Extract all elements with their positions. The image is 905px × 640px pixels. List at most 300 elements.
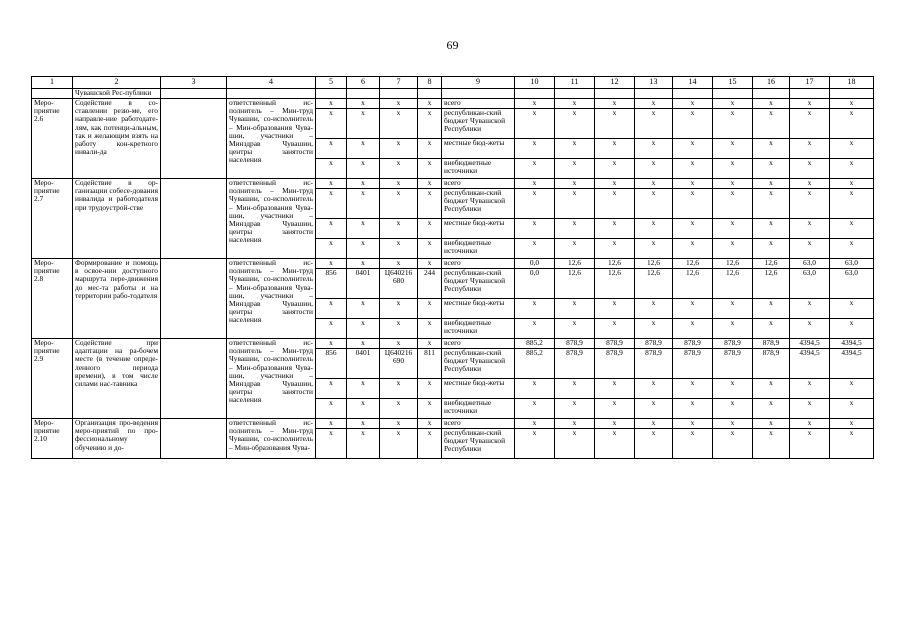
value-cell: x	[830, 299, 874, 319]
value-cell: 4394,5	[830, 349, 874, 379]
column-number: 8	[418, 77, 442, 89]
value-cell: x	[790, 109, 830, 139]
value-cell: x	[753, 429, 790, 459]
column-number: 16	[753, 77, 790, 89]
table-row	[32, 259, 874, 269]
event-name: Организация про-ведения меро-приятий по про-фессиональному обучению и до-	[73, 419, 161, 459]
funding-source: местные бюд-жеты	[442, 379, 515, 399]
value-cell: 885,2	[515, 349, 555, 379]
value-cell: x	[555, 299, 595, 319]
cell-c7: x	[380, 159, 418, 179]
value-cell: x	[830, 99, 874, 109]
cell-c5: x	[316, 189, 347, 219]
cell-c8: x	[418, 239, 442, 259]
column-number: 18	[830, 77, 874, 89]
cell-c5: x	[316, 139, 347, 159]
cell-c6: x	[347, 239, 380, 259]
event-code: Меро-приятие 2.7	[32, 179, 73, 259]
funding-source: всего	[442, 259, 515, 269]
value-cell: x	[830, 239, 874, 259]
cell-c7: x	[380, 299, 418, 319]
value-cell: x	[790, 139, 830, 159]
value-cell: x	[830, 179, 874, 189]
value-cell: x	[753, 219, 790, 239]
value-cell: x	[790, 399, 830, 419]
value-cell: x	[753, 299, 790, 319]
value-cell: 12,6	[555, 259, 595, 269]
event-name: Содействие при адаптации на ра-бочем месте (в течение опреде-ленного периода времени), в том числе силами нас-тавника	[73, 339, 161, 419]
value-cell: x	[713, 139, 753, 159]
value-cell: x	[515, 159, 555, 179]
event-executor: ответственный ис-полнитель – Мин-труд Чувашии, со-исполнитель – Мин-образования Чува-шии, участники – Минздрав Чувашии, центры занятости населения	[227, 99, 316, 179]
funding-source: всего	[442, 179, 515, 189]
value-cell: x	[753, 379, 790, 399]
value-cell: x	[673, 239, 713, 259]
cell-c6: x	[347, 339, 380, 349]
cell-c8: x	[418, 429, 442, 459]
value-cell: x	[515, 99, 555, 109]
cell-c7: x	[380, 379, 418, 399]
cell-c5: x	[316, 159, 347, 179]
continuation-row	[32, 89, 874, 99]
value-cell: 878,9	[713, 349, 753, 379]
value-cell: x	[713, 219, 753, 239]
funding-source: республикан-ский бюджет Чувашской Республики	[442, 269, 515, 299]
cell-c5: x	[316, 219, 347, 239]
value-cell: 878,9	[673, 349, 713, 379]
value-cell: x	[635, 319, 673, 339]
value-cell: x	[515, 399, 555, 419]
cell-c7: x	[380, 139, 418, 159]
cell	[161, 259, 227, 339]
cell-c5: x	[316, 179, 347, 189]
value-cell: x	[713, 179, 753, 189]
cell	[380, 89, 418, 99]
cell	[673, 89, 713, 99]
cell-c5: 856	[316, 349, 347, 379]
column-number: 10	[515, 77, 555, 89]
cell-c7: x	[380, 99, 418, 109]
value-cell: x	[673, 419, 713, 429]
value-cell: x	[830, 139, 874, 159]
cell-c6: 0401	[347, 349, 380, 379]
cell-c7: x	[380, 189, 418, 219]
cell-c8: x	[418, 189, 442, 219]
value-cell: 63,0	[790, 259, 830, 269]
value-cell: x	[635, 159, 673, 179]
column-number: 5	[316, 77, 347, 89]
value-cell: x	[673, 109, 713, 139]
event-code: Меро-приятие 2.8	[32, 259, 73, 339]
cell-c5: x	[316, 379, 347, 399]
column-number: 14	[673, 77, 713, 89]
value-cell: x	[555, 109, 595, 139]
value-cell: x	[790, 429, 830, 459]
table-row	[32, 339, 874, 349]
value-cell: x	[753, 399, 790, 419]
cell	[161, 419, 227, 459]
column-number: 17	[790, 77, 830, 89]
cell	[316, 89, 347, 99]
value-cell: 0,0	[515, 269, 555, 299]
event-executor: ответственный ис-полнитель – Мин-труд Чувашии, со-исполнитель – Мин-образования Чува-шии, участники – Минздрав Чувашии, центры занятости населения	[227, 259, 316, 339]
cell	[418, 89, 442, 99]
value-cell: x	[790, 179, 830, 189]
cell-c6: x	[347, 179, 380, 189]
value-cell: x	[753, 189, 790, 219]
event-name: Формирование и помощь в освое-нии доступного маршрута пере-движения до мес-та работы и на территории рабо-тодателя	[73, 259, 161, 339]
value-cell: x	[713, 99, 753, 109]
value-cell: x	[790, 419, 830, 429]
cell-c6: x	[347, 109, 380, 139]
value-cell: x	[635, 99, 673, 109]
value-cell: x	[595, 159, 635, 179]
cell-c8: x	[418, 379, 442, 399]
cell-c6: x	[347, 159, 380, 179]
value-cell: 878,9	[595, 349, 635, 379]
cell-c8: x	[418, 419, 442, 429]
value-cell: x	[595, 299, 635, 319]
value-cell: 4394,5	[790, 349, 830, 379]
cell	[161, 179, 227, 259]
column-number: 15	[713, 77, 753, 89]
event-code: Меро-приятие 2.6	[32, 99, 73, 179]
cell-c8: 811	[418, 349, 442, 379]
value-cell: x	[595, 189, 635, 219]
value-cell: 12,6	[753, 269, 790, 299]
value-cell: x	[830, 419, 874, 429]
table-body	[32, 77, 874, 459]
value-cell: x	[555, 179, 595, 189]
cell-c7: Ц640216 680	[380, 269, 418, 299]
value-cell: x	[515, 139, 555, 159]
cell-c5: x	[316, 419, 347, 429]
table-row	[32, 419, 874, 429]
value-cell: x	[595, 139, 635, 159]
value-cell: x	[830, 109, 874, 139]
value-cell: x	[830, 429, 874, 459]
value-cell: x	[515, 319, 555, 339]
cell-c6: 0401	[347, 269, 380, 299]
funding-source: местные бюд-жеты	[442, 299, 515, 319]
value-cell: x	[635, 299, 673, 319]
value-cell: x	[753, 179, 790, 189]
value-cell: x	[753, 99, 790, 109]
cell	[635, 89, 673, 99]
value-cell: x	[830, 219, 874, 239]
funding-source: республикан-ский бюджет Чувашской Республики	[442, 109, 515, 139]
value-cell: x	[515, 239, 555, 259]
cell-c6: x	[347, 219, 380, 239]
column-number-row	[32, 77, 874, 89]
cell-c8: x	[418, 319, 442, 339]
value-cell: x	[673, 429, 713, 459]
cell-c6: x	[347, 259, 380, 269]
cell-c7: x	[380, 429, 418, 459]
value-cell: x	[555, 399, 595, 419]
value-cell: x	[830, 379, 874, 399]
funding-source: всего	[442, 339, 515, 349]
value-cell: x	[713, 399, 753, 419]
value-cell: x	[713, 189, 753, 219]
value-cell: x	[595, 219, 635, 239]
cell	[790, 89, 830, 99]
value-cell: 878,9	[713, 339, 753, 349]
value-cell: x	[555, 219, 595, 239]
cell-c8: x	[418, 159, 442, 179]
page-number: 69	[446, 38, 459, 52]
value-cell: x	[635, 239, 673, 259]
value-cell: x	[673, 159, 713, 179]
value-cell: x	[790, 99, 830, 109]
value-cell: x	[753, 239, 790, 259]
event-executor: ответственный ис-полнитель – Мин-труд Чувашии, со-исполнитель – Мин-образования Чува-	[227, 419, 316, 459]
value-cell: 878,9	[595, 339, 635, 349]
value-cell: x	[635, 379, 673, 399]
value-cell: x	[635, 219, 673, 239]
cell-c6: x	[347, 299, 380, 319]
funding-source: внебюджетные источники	[442, 239, 515, 259]
value-cell: x	[515, 109, 555, 139]
cell-c6: x	[347, 319, 380, 339]
value-cell: x	[515, 179, 555, 189]
cell-c7: x	[380, 339, 418, 349]
value-cell: 12,6	[713, 259, 753, 269]
cell-c8: x	[418, 139, 442, 159]
value-cell: 12,6	[595, 269, 635, 299]
cell-c7: Ц640216 690	[380, 349, 418, 379]
funding-source: всего	[442, 99, 515, 109]
value-cell: 878,9	[555, 339, 595, 349]
cell	[515, 89, 555, 99]
value-cell: x	[713, 419, 753, 429]
value-cell: x	[673, 219, 713, 239]
cell-c7: x	[380, 419, 418, 429]
value-cell: 878,9	[673, 339, 713, 349]
budget-table	[31, 76, 874, 459]
value-cell: x	[673, 139, 713, 159]
cell	[830, 89, 874, 99]
value-cell: 878,9	[635, 349, 673, 379]
value-cell: x	[595, 419, 635, 429]
value-cell: x	[635, 179, 673, 189]
cell-c6: x	[347, 139, 380, 159]
value-cell: x	[830, 399, 874, 419]
event-executor: ответственный ис-полнитель – Мин-труд Чувашии, со-исполнитель – Мин-образования Чува-шии, участники – Минздрав Чувашии, центры занятости населения	[227, 339, 316, 419]
value-cell: x	[790, 299, 830, 319]
funding-source: республикан-ский бюджет Чувашской Республики	[442, 429, 515, 459]
cell-c6: x	[347, 399, 380, 419]
cell-c5: x	[316, 99, 347, 109]
value-cell: x	[830, 319, 874, 339]
cell	[227, 89, 316, 99]
value-cell: x	[555, 419, 595, 429]
cell	[555, 89, 595, 99]
value-cell: 63,0	[830, 259, 874, 269]
cell-c7: x	[380, 109, 418, 139]
value-cell: 878,9	[753, 339, 790, 349]
value-cell: x	[635, 399, 673, 419]
value-cell: x	[635, 189, 673, 219]
cell	[595, 89, 635, 99]
value-cell: 12,6	[635, 259, 673, 269]
value-cell: x	[753, 319, 790, 339]
cell-c8: x	[418, 339, 442, 349]
value-cell: x	[713, 109, 753, 139]
value-cell: 885,2	[515, 339, 555, 349]
value-cell: x	[830, 189, 874, 219]
value-cell: x	[790, 239, 830, 259]
value-cell: x	[753, 139, 790, 159]
value-cell: x	[595, 399, 635, 419]
value-cell: x	[713, 429, 753, 459]
column-number: 11	[555, 77, 595, 89]
value-cell: x	[673, 179, 713, 189]
cell-c7: x	[380, 259, 418, 269]
event-code: Меро-приятие 2.9	[32, 339, 73, 419]
funding-source: республикан-ский бюджет Чувашской Республики	[442, 349, 515, 379]
column-number: 13	[635, 77, 673, 89]
cell-c5: x	[316, 429, 347, 459]
cell-c8: x	[418, 299, 442, 319]
value-cell: 63,0	[790, 269, 830, 299]
value-cell: x	[713, 379, 753, 399]
value-cell: x	[753, 419, 790, 429]
cell-c5: x	[316, 109, 347, 139]
cell-c8: 244	[418, 269, 442, 299]
cell-c8: x	[418, 179, 442, 189]
value-cell: 12,6	[673, 259, 713, 269]
cell	[161, 99, 227, 179]
table-row	[32, 179, 874, 189]
value-cell: 12,6	[595, 259, 635, 269]
event-executor: ответственный ис-полнитель – Мин-труд Чувашии, со-исполнитель – Мин-образования Чува-шии, участники – Минздрав Чувашии, центры занятости населения	[227, 179, 316, 259]
value-cell: x	[595, 179, 635, 189]
value-cell: x	[790, 379, 830, 399]
value-cell: 4394,5	[830, 339, 874, 349]
value-cell: 878,9	[753, 349, 790, 379]
cell-c5: x	[316, 319, 347, 339]
value-cell: x	[595, 109, 635, 139]
value-cell: x	[555, 319, 595, 339]
cell-c8: x	[418, 399, 442, 419]
cell-c7: x	[380, 399, 418, 419]
cell-c6: x	[347, 189, 380, 219]
value-cell: x	[595, 429, 635, 459]
column-number: 12	[595, 77, 635, 89]
value-cell: x	[790, 319, 830, 339]
value-cell: x	[673, 189, 713, 219]
column-number: 7	[380, 77, 418, 89]
event-code: Меро-приятие 2.10	[32, 419, 73, 459]
column-number: 3	[161, 77, 227, 89]
cell	[347, 89, 380, 99]
cell	[161, 89, 227, 99]
value-cell: 63,0	[830, 269, 874, 299]
cell-c7: x	[380, 319, 418, 339]
value-cell: 12,6	[635, 269, 673, 299]
value-cell: x	[515, 299, 555, 319]
value-cell: x	[713, 239, 753, 259]
value-cell: x	[753, 109, 790, 139]
cell	[32, 89, 73, 99]
value-cell: x	[515, 189, 555, 219]
cell-c6: x	[347, 379, 380, 399]
value-cell: x	[555, 99, 595, 109]
value-cell: x	[555, 189, 595, 219]
cell-c7: x	[380, 179, 418, 189]
event-name: Содействие в со-ставлении резю-ме, его направле-ние работодате-лям, как потенци-альным, так и желающим взять на работу кон-кретного инвали-да	[73, 99, 161, 179]
value-cell: x	[790, 219, 830, 239]
continuation-text: Чувашской Рес-публики	[73, 89, 161, 99]
value-cell: x	[713, 299, 753, 319]
value-cell: x	[635, 429, 673, 459]
value-cell: x	[515, 219, 555, 239]
value-cell: x	[515, 379, 555, 399]
cell-c5: 856	[316, 269, 347, 299]
cell-c5: x	[316, 259, 347, 269]
value-cell: x	[635, 419, 673, 429]
value-cell: x	[595, 239, 635, 259]
value-cell: 878,9	[635, 339, 673, 349]
cell-c6: x	[347, 99, 380, 109]
value-cell: 12,6	[555, 269, 595, 299]
cell-c8: x	[418, 259, 442, 269]
cell	[442, 89, 515, 99]
value-cell: x	[673, 319, 713, 339]
value-cell: x	[515, 419, 555, 429]
value-cell: x	[555, 379, 595, 399]
cell	[713, 89, 753, 99]
funding-source: всего	[442, 419, 515, 429]
value-cell: x	[830, 159, 874, 179]
funding-source: внебюджетные источники	[442, 159, 515, 179]
cell-c5: x	[316, 399, 347, 419]
value-cell: 12,6	[673, 269, 713, 299]
column-number: 4	[227, 77, 316, 89]
cell-c7: x	[380, 239, 418, 259]
funding-source: местные бюд-жеты	[442, 219, 515, 239]
value-cell: 0,0	[515, 259, 555, 269]
value-cell: 878,9	[555, 349, 595, 379]
value-cell: x	[673, 299, 713, 319]
cell	[753, 89, 790, 99]
value-cell: x	[635, 109, 673, 139]
cell-c8: x	[418, 219, 442, 239]
value-cell: x	[713, 319, 753, 339]
value-cell: x	[673, 399, 713, 419]
cell-c8: x	[418, 109, 442, 139]
value-cell: x	[595, 379, 635, 399]
column-number: 1	[32, 77, 73, 89]
event-name: Содействие в ор-ганизации собесе-дования инвалида и работодателя при трудоустрой-стве	[73, 179, 161, 259]
value-cell: x	[515, 429, 555, 459]
funding-source: внебюджетные источники	[442, 399, 515, 419]
value-cell: x	[555, 159, 595, 179]
column-number: 2	[73, 77, 161, 89]
value-cell: x	[673, 379, 713, 399]
funding-source: республикан-ский бюджет Чувашской Республики	[442, 189, 515, 219]
value-cell: x	[673, 99, 713, 109]
value-cell: x	[790, 189, 830, 219]
funding-source: внебюджетные источники	[442, 319, 515, 339]
table-row	[32, 99, 874, 109]
value-cell: x	[595, 99, 635, 109]
value-cell: 4394,5	[790, 339, 830, 349]
value-cell: x	[555, 139, 595, 159]
cell-c6: x	[347, 429, 380, 459]
value-cell: x	[555, 429, 595, 459]
